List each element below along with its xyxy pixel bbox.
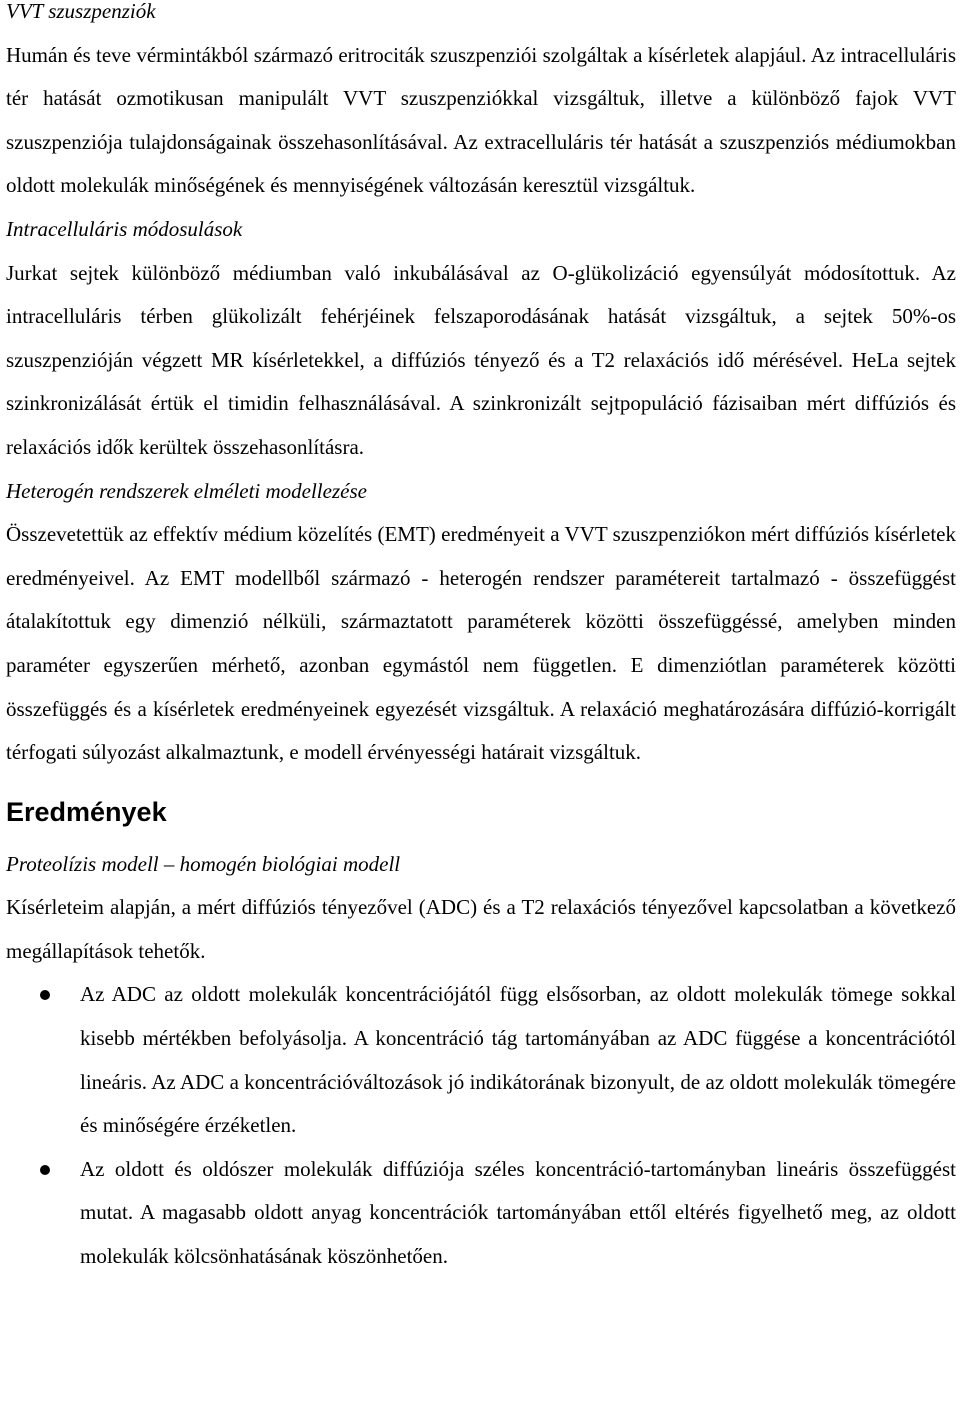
paragraph-heterogeneous: Összevetettük az effektív médium közelítés (EMT) eredményeit a VVT szuszpenziókon mért diffúziós kísérletek eredményeivel. Az EMT modellből származó - heterogén rendszer paramétereit tartalmazó - összefüggést átalakítottuk egy dimenzió nélküli, származtatott paraméterek közötti összefüggéssé, amelyben minden paraméter egyszerűen mérhető, azonban egymástól nem független. E dimenziótlan paraméterek közötti összefüggés és a kísérletek eredményeinek egyezését vizsgáltuk. A relaxáció meghatározására diffúzió-korrigált térfogati súlyozást alkalmaztunk, e modell érvényességi határait vizsgáltuk. (6, 522, 956, 765)
section-title-proteolysis: Proteolízis modell – homogén biológiai modell (6, 851, 401, 876)
section-title-vvt: VVT szuszpenziók (6, 0, 156, 23)
bullet-icon (40, 1165, 50, 1175)
list-item-text: Az oldott és oldószer molekulák diffúziója széles koncentráció-tartományban lineáris összefüggést mutat. A magasabb oldott anyag koncentrációk tartományában ettől eltérés figyelhető meg, az oldott molekulák kölcsönhatásának köszönhetően. (80, 1156, 956, 1269)
list-item-text: Az ADC az oldott molekulák koncentrációjától függ elsősorban, az oldott molekulák tömege sokkal kisebb mértékben befolyásolja. A koncentráció tág tartományában az ADC függése a koncentrációtól lineáris. Az ADC a koncentrációváltozások jó indikátorának bizonyult, de az oldott molekulák tömegére és minőségére érzéketlen. (80, 982, 956, 1138)
section-title-intracellular: Intracelluláris módosulások (6, 216, 243, 241)
paragraph-vvt: Humán és teve vérmintákból származó eritrociták szuszpenziói szolgáltak a kísérletek alapjául. Az intracelluláris tér hatását ozmotikusan manipulált VVT szuszpenziókkal vizsgáltuk, illetve a különböző fajok VVT szuszpenziója tulajdonságainak összehasonlításával. Az extracelluláris tér hatását a szuszpenziós médiumokban oldott molekulák minőségének és mennyiségének változásán keresztül vizsgáltuk. (6, 42, 956, 198)
findings-list (6, 973, 956, 1278)
section-title-heterogeneous: Heterogén rendszerek elméleti modellezése (6, 478, 367, 503)
paragraph-intracellular: Jurkat sejtek különböző médiumban való inkubálásával az O-glükolizáció egyensúlyát módosítottuk. Az intracelluláris térben glükolizált fehérjéinek felszaporodásának hatását vizsgáltuk, a sejtek 50%-os szuszpenzióján végzett MR kísérletekkel, a diffúziós tényező és a T2 relaxációs idő mérésével. HeLa sejtek szinkronizálását értük el timidin felhasználásával. A szinkronizált sejtpopuláció fázisaiban mért diffúziós és relaxációs idők kerültek összehasonlításra. (6, 260, 956, 459)
results-heading: Eredmények (6, 796, 167, 827)
list-item (6, 1148, 956, 1279)
list-item (6, 973, 956, 1147)
bullet-icon (40, 990, 50, 1000)
document-page (6, 0, 956, 1279)
paragraph-proteolysis: Kísérleteim alapján, a mért diffúziós tényezővel (ADC) és a T2 relaxációs tényezővel kapcsolatban a következő megállapítások tehetők. (6, 895, 956, 963)
